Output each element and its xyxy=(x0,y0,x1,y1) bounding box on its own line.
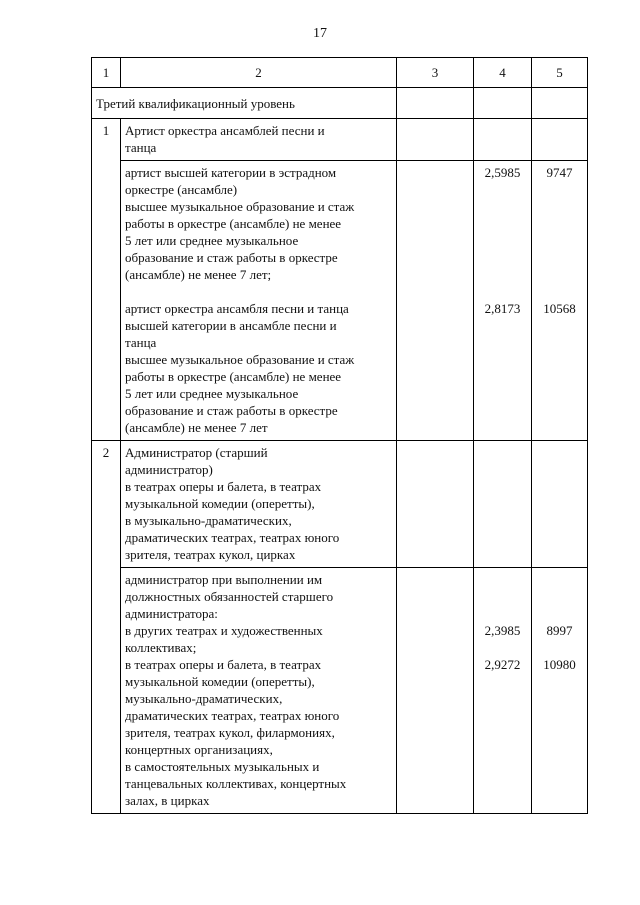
position-title-text: Артист оркестра ансамблей песни и танца xyxy=(125,123,325,155)
salary-value: 10980 xyxy=(543,657,576,672)
empty-cell xyxy=(532,119,588,161)
position-title-text: Администратор (старший администратор) в театрах оперы и балета, в театрах музыкальной комедии (оперетты), в музыкально-драматических, драматических театрах, театрах юного зрителя, театрах кукол, цирках xyxy=(125,445,340,562)
empty-cell xyxy=(397,88,474,119)
coefficient-value: 2,9272 xyxy=(484,657,521,672)
coefficient-cell xyxy=(474,568,532,814)
header-cell-3: 3 xyxy=(397,58,474,88)
table-row xyxy=(92,161,588,441)
position-details xyxy=(121,568,397,814)
row-number: 1 xyxy=(92,119,121,441)
position-title xyxy=(121,119,397,161)
row-number: 2 xyxy=(92,441,121,814)
entry-text: в других театрах и художественных коллективах; xyxy=(125,623,323,655)
entry-intro: администратор при выполнении им должностных обязанностей старшего администратора: xyxy=(125,572,334,621)
entry-text: артист высшей категории в эстрадном оркестре (ансамбле) высшее музыкальное образование и стаж работы в оркестре (ансамбле) не менее 5 лет или среднее музыкальное образование и стаж работы в оркестре (ансамбле) не менее 7 лет; xyxy=(125,165,355,282)
empty-cell xyxy=(532,88,588,119)
empty-cell xyxy=(474,88,532,119)
empty-cell xyxy=(474,441,532,568)
salary-cell xyxy=(532,161,588,441)
qualification-level-title: Третий квалификационный уровень xyxy=(92,88,397,119)
entry-text: в театрах оперы и балета, в театрах музыкальной комедии (оперетты), музыкально-драматических, драматических театрах, театрах юного зрителя, театрах кукол, филармониях, концертных организациях, в самостоятельных музыкальных и танцевальных коллективах, концертных залах, в цирках xyxy=(125,657,347,808)
entry-text: артист оркестра ансамбля песни и танца высшей категории в ансамбле песни и танца высшее музыкальное образование и стаж работы в оркестре (ансамбле) не менее 5 лет или среднее музыкальное образование и стаж работы в оркестре (ансамбле) не менее 7 лет xyxy=(125,301,355,435)
header-cell-2: 2 xyxy=(121,58,397,88)
coefficient-cell xyxy=(474,161,532,441)
header-cell-5: 5 xyxy=(532,58,588,88)
coefficient-value: 2,3985 xyxy=(484,623,521,638)
page-number: 17 xyxy=(313,26,327,41)
position-title xyxy=(121,441,397,568)
empty-cell xyxy=(397,161,474,441)
header-cell-4: 4 xyxy=(474,58,532,88)
empty-cell xyxy=(474,119,532,161)
table-row xyxy=(92,119,588,161)
empty-cell xyxy=(397,441,474,568)
empty-cell xyxy=(397,119,474,161)
salary-cell xyxy=(532,568,588,814)
header-cell-1: 1 xyxy=(92,58,121,88)
coefficient-value: 2,8173 xyxy=(484,301,521,316)
salary-value: 8997 xyxy=(546,623,573,638)
coefficient-value: 2,5985 xyxy=(484,165,521,180)
table-header-row xyxy=(92,58,588,88)
salary-table xyxy=(91,57,588,814)
empty-cell xyxy=(532,441,588,568)
position-details xyxy=(121,161,397,441)
salary-value: 10568 xyxy=(543,301,576,316)
empty-cell xyxy=(397,568,474,814)
qualification-level-row xyxy=(92,88,588,119)
table-row xyxy=(92,568,588,814)
table-row xyxy=(92,441,588,568)
salary-value: 9747 xyxy=(546,165,573,180)
